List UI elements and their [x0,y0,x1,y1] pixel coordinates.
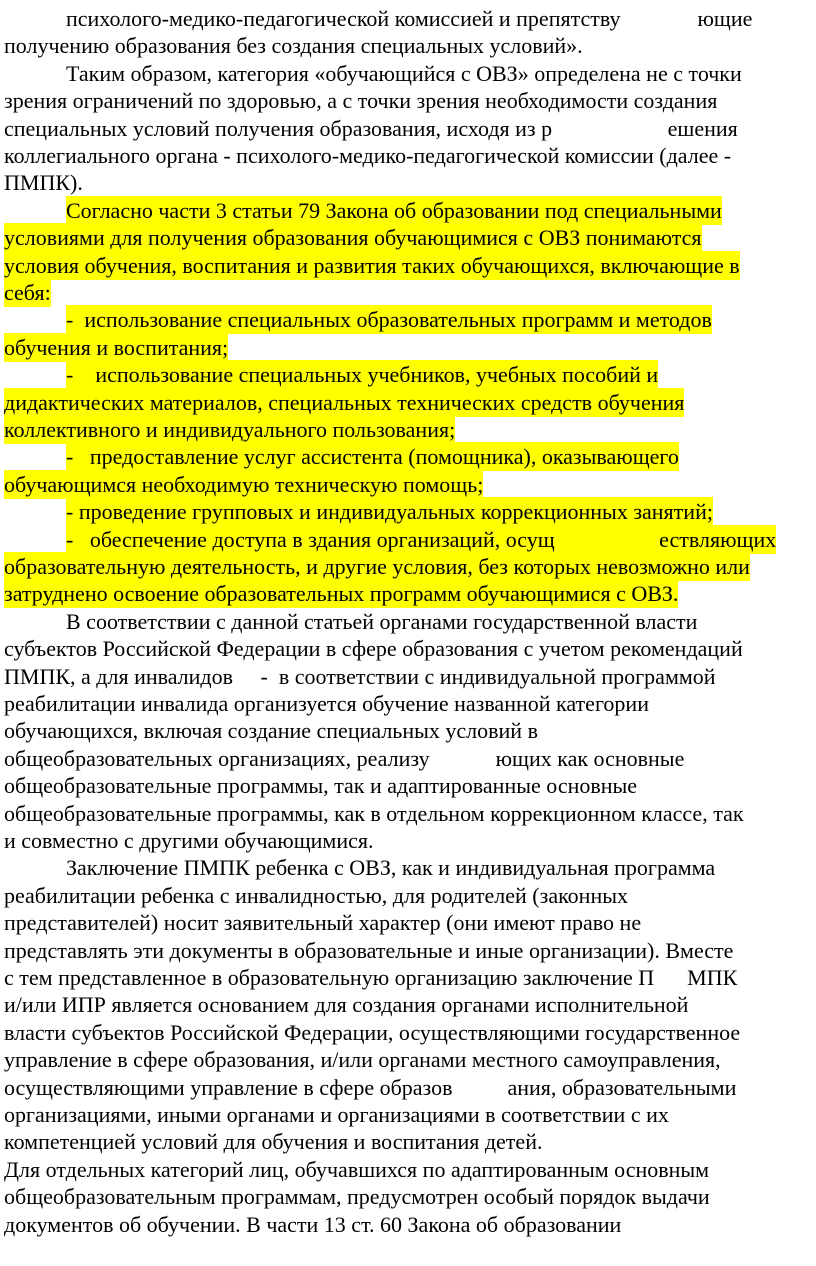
highlighted-text: условиями для получения образования обучающимися с ОВЗ понимаются [4,225,702,251]
line-text: обучающихся, включая создание специальных условий в [4,718,538,744]
text-line [0,1018,816,1047]
text-line [0,1127,816,1156]
line-text: общеобразовательные программы, как в отдельном коррекционном классе, так [4,800,744,826]
line-text: Для отдельных категорий лиц, обучавшихся по адаптированным основным [4,1156,710,1182]
line-text: общеобразовательным программам, предусмотрен особый порядок выдачи [4,1184,710,1210]
line-text: Таким образом, категория «обучающийся с ОВЗ» определена не с точки [66,60,742,86]
text-line [0,634,816,663]
line-text: субъектов Российской Федерации в сфере образования с учетом рекомендаций [4,636,743,662]
line-text: психолого-медико-педагогической комиссией и препятству ющие [66,6,753,31]
line-text: компетенцией условий для обучения и воспитания детей. [4,1129,543,1155]
text-line [0,990,816,1019]
highlighted-text: - проведение групповых и индивидуальных коррекционных занятий; [66,499,713,525]
text-line [0,771,816,800]
line-text: представителей) носит заявительный характер (они имеют право не [4,910,642,936]
text-line [0,59,816,88]
line-text: общеобразовательные программы, так и адаптированные основные [4,773,638,799]
text-line [0,525,816,554]
line-text: и/или ИПР является основанием для создания органами исполнительной [4,992,689,1018]
line-text: специальных условий получения образования, исходя из р ешения [4,115,738,141]
line-text: с тем представленное в образовательную организацию заключение П МПК [4,965,738,990]
text-line [0,333,816,362]
text-line [0,662,816,691]
line-text: В соответствии с данной статьей органами государственной власти [66,608,698,634]
text-line [0,223,816,252]
text-line [0,86,816,115]
text-line [0,442,816,471]
line-text: общеобразовательных организациях, реализу ющих как основные [4,745,685,771]
line-text: Заключение ПМПК ребенка с ОВЗ, как и индивидуальная программа [66,855,716,881]
text-line [0,1182,816,1211]
highlighted-text: коллективного и индивидуального пользования; [4,417,456,442]
highlighted-text: условия обучения, воспитания и развития таких обучающихся, включающие в [4,252,740,278]
text-line [0,4,816,33]
highlighted-text: обучения и воспитания; [4,334,229,360]
highlighted-text: себя: [4,280,51,305]
line-text: ПМПК, а для инвалидов - в соответствии с индивидуальной программой [4,663,716,689]
text-line [0,963,816,992]
text-line [0,826,816,855]
text-line [0,744,816,773]
highlighted-text: Согласно части 3 статьи 79 Закона об образовании под специальными [66,197,722,223]
text-line [0,1045,816,1074]
text-line [0,1210,816,1239]
text-line [0,497,816,526]
text-line [0,881,816,910]
highlighted-text: образовательную деятельность, и другие условия, без которых невозможно или [4,554,750,579]
text-line [0,936,816,965]
text-line [0,168,816,197]
line-text: и совместно с другими обучающимися. [4,828,374,853]
line-text: власти субъектов Российской Федерации, осуществляющими государственное [4,1019,741,1045]
text-line [0,853,816,882]
text-line [0,799,816,828]
text-line [0,1155,816,1184]
text-line [0,360,816,389]
highlighted-text: - использование специальных учебников, учебных пособий и [66,362,659,388]
text-line [0,388,816,417]
line-text: организациями, иными органами и организациями в соответствии с их [4,1102,669,1127]
line-text: управление в сфере образования, и/или органами местного самоуправления, [4,1047,721,1073]
line-text: реабилитации ребенка с инвалидностью, для родителей (законных [4,882,628,908]
text-line [0,689,816,718]
text-line [0,196,816,225]
highlighted-text: затруднено освоение образовательных программ обучающимися с ОВЗ. [4,581,679,607]
line-text: документов об обучении. В части 13 ст. 60 Закона об образовании [4,1211,622,1237]
text-line [0,470,816,499]
highlighted-text: дидактических материалов, специальных технических средств обучения [4,389,685,415]
text-line [0,31,816,60]
line-text: представлять эти документы в образовательные и иные организации). Вместе [4,937,734,963]
line-text: реабилитации инвалида организуется обучение названной категории [4,691,649,716]
text-line [0,1100,816,1129]
text-line [0,1073,816,1102]
text-line [0,305,816,334]
text-line [0,415,816,444]
text-line [0,278,816,307]
line-text: коллегиального органа - психолого-медико-педагогической комиссии (далее - [4,143,732,168]
highlighted-text: обучающимся необходимую техническую помощь; [4,471,484,497]
line-text: получению образования без создания специальных условий». [4,33,583,59]
line-text: осуществляющими управление в сфере образов ания, образовательными [4,1074,737,1100]
text-line [0,552,816,581]
text-line [0,607,816,636]
highlighted-text: - предоставление услуг ассистента (помощника), оказывающего [66,444,679,470]
text-line [0,141,816,170]
line-text: ПМПК). [4,170,83,196]
text-line [0,251,816,280]
highlighted-text: - обеспечение доступа в здания организаций, осущ ествляющих [66,526,777,552]
line-text: зрения ограничений по здоровью, а с точки зрения необходимости создания [4,88,718,114]
text-line [0,716,816,745]
text-line [0,114,816,143]
highlighted-text: - использование специальных образовательных программ и методов [66,307,712,333]
text-line [0,579,816,608]
text-line [0,908,816,937]
